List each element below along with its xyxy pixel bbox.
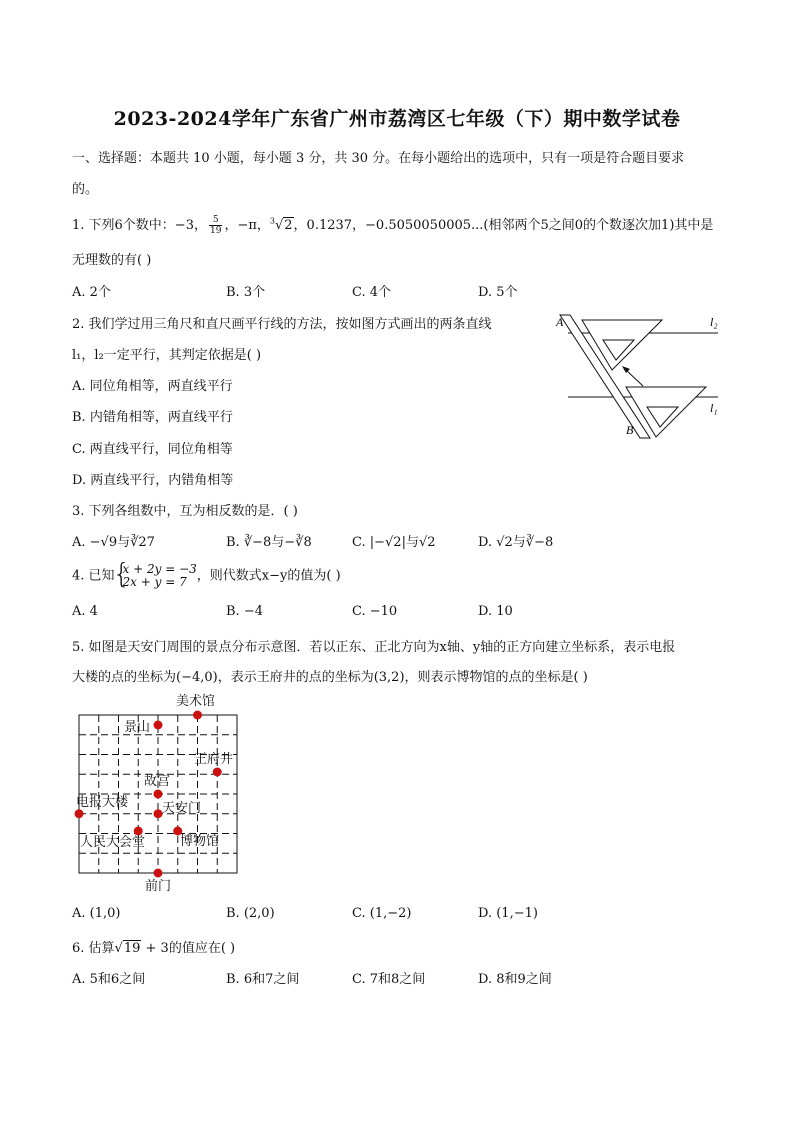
q3-option-c[interactable]: C. |−√2|与√2 bbox=[352, 535, 436, 550]
q6-square-root: √19 bbox=[114, 941, 141, 956]
q3-stem: 3. 下列各组数中，互为相反数的是．( ) bbox=[72, 504, 298, 519]
q4-pre: 4. 已知 bbox=[72, 568, 115, 584]
label-l2: l₂ bbox=[710, 315, 718, 329]
point-qianmen bbox=[154, 869, 163, 878]
q4-eq1: { x + 2y = −3 bbox=[122, 562, 197, 576]
q1-option-d[interactable]: D. 5个 bbox=[478, 285, 518, 300]
point-wangfujing bbox=[213, 768, 222, 777]
q1-option-a[interactable]: A. 2个 bbox=[72, 285, 111, 300]
label-wangfujing: 王府井 bbox=[194, 751, 234, 766]
label-tiananmen: 天安门 bbox=[162, 800, 202, 815]
q1-stem-line2: 无理数的有( ) bbox=[72, 253, 152, 268]
q4-option-a[interactable]: A. 4 bbox=[72, 604, 98, 619]
label-jingshan: 景山 bbox=[124, 719, 151, 734]
q5-map-figure bbox=[70, 690, 250, 895]
q4-post: ，则代数式x−y的值为( ) bbox=[196, 568, 341, 584]
q6-pre: 6. 估算 bbox=[72, 941, 115, 956]
q3-option-a[interactable]: A. −√9与∛27 bbox=[72, 535, 155, 550]
label-a: A bbox=[556, 315, 564, 329]
q6-post: + 3的值应在( ) bbox=[141, 941, 236, 956]
q3-option-d[interactable]: D. √2与∛−8 bbox=[478, 535, 554, 550]
label-qianmen: 前门 bbox=[145, 878, 172, 893]
q1-frac-num: 5 bbox=[209, 215, 222, 226]
q4-option-b[interactable]: B. −4 bbox=[226, 604, 263, 619]
q4-eq2: 2x + y = 7 bbox=[122, 575, 187, 589]
point-dianbao bbox=[75, 809, 84, 818]
point-jingshan bbox=[154, 721, 163, 730]
q6-root-body: 19 bbox=[123, 941, 141, 956]
q6-option-a[interactable]: A. 5和6之间 bbox=[72, 972, 146, 987]
q5-stem-line2: 大楼的点的坐标为(−4,0)，表示王府井的点的坐标为(3,2)，则表示博物馆的点的坐标是( ) bbox=[72, 670, 588, 685]
q3-option-b[interactable]: B. ∛−8与−∛8 bbox=[226, 535, 312, 550]
q1-text-a: 1. 下列6个数中：−3， bbox=[72, 218, 207, 233]
q5-stem-line1: 5. 如图是天安门周围的景点分布示意图．若以正东、正北方向为x轴、y轴的正方向建立坐标系，表示电报 bbox=[72, 640, 676, 655]
q5-option-a[interactable]: A. (1,0) bbox=[72, 906, 121, 921]
q1-fraction bbox=[209, 215, 222, 236]
label-b: B bbox=[626, 423, 634, 437]
q1-option-b[interactable]: B. 3个 bbox=[226, 285, 266, 300]
q4-option-d[interactable]: D. 10 bbox=[478, 604, 513, 619]
q1-root-index: 3 bbox=[269, 216, 275, 226]
label-gugong: 故宫 bbox=[144, 773, 171, 788]
q5-option-d[interactable]: D. (1,−1) bbox=[478, 906, 538, 921]
section-header-line1: 一、选择题：本题共 10 小题，每小题 3 分，共 30 分。在每小题给出的选项中，只有一项是符合题目要求 bbox=[72, 151, 685, 166]
section-header-line2: 的。 bbox=[72, 182, 99, 197]
q4-option-c[interactable]: C. −10 bbox=[352, 604, 398, 619]
q2-stem-line1: 2. 我们学过用三角尺和直尺画平行线的方法，按如图方式画出的两条直线 bbox=[72, 317, 492, 332]
q4-stem bbox=[72, 563, 341, 589]
q1-text-c: ，0.1237，−0.5050050005...(相邻两个5之间0的个数逐次加1)其中是 bbox=[293, 218, 714, 233]
q1-stem-line1 bbox=[72, 214, 713, 236]
point-meishuguan bbox=[193, 711, 202, 720]
q1-cube-root: √2 bbox=[274, 218, 293, 233]
q4-equation-system bbox=[115, 563, 197, 589]
point-gugong bbox=[154, 790, 163, 799]
q5-option-b[interactable]: B. (2,0) bbox=[226, 906, 275, 921]
q2-option-c[interactable]: C. 两直线平行，同位角相等 bbox=[72, 442, 233, 457]
q6-option-d[interactable]: D. 8和9之间 bbox=[478, 972, 552, 987]
label-meishuguan: 美术馆 bbox=[176, 693, 216, 708]
q2-parallel-lines-figure bbox=[550, 310, 730, 440]
q2-option-d[interactable]: D. 两直线平行，内错角相等 bbox=[72, 473, 234, 488]
label-bowuguan: 博物馆 bbox=[180, 833, 220, 848]
q6-option-c[interactable]: C. 7和8之间 bbox=[352, 972, 426, 987]
page-title: 2023-2024学年广东省广州市荔湾区七年级（下）期中数学试卷 bbox=[113, 108, 681, 130]
label-l1: l₁ bbox=[710, 401, 718, 415]
q2-stem-line2: l₁，l₂一定平行，其判定依据是( ) bbox=[72, 348, 262, 363]
q5-option-c[interactable]: C. (1,−2) bbox=[352, 906, 412, 921]
label-dianbao: 电报大楼 bbox=[76, 794, 129, 809]
q1-root-body: 2 bbox=[284, 218, 293, 233]
q6-stem bbox=[72, 937, 235, 956]
q6-option-b[interactable]: B. 6和7之间 bbox=[226, 972, 300, 987]
move-arrow-shaft bbox=[625, 369, 643, 386]
q1-option-c[interactable]: C. 4个 bbox=[352, 285, 392, 300]
q2-option-b[interactable]: B. 内错角相等，两直线平行 bbox=[72, 410, 233, 425]
label-renmin: 人民大会堂 bbox=[80, 834, 146, 849]
q1-frac-den: 19 bbox=[209, 226, 222, 236]
q1-text-b: ，−π， bbox=[224, 218, 270, 233]
q2-option-a[interactable]: A. 同位角相等，两直线平行 bbox=[72, 379, 233, 394]
